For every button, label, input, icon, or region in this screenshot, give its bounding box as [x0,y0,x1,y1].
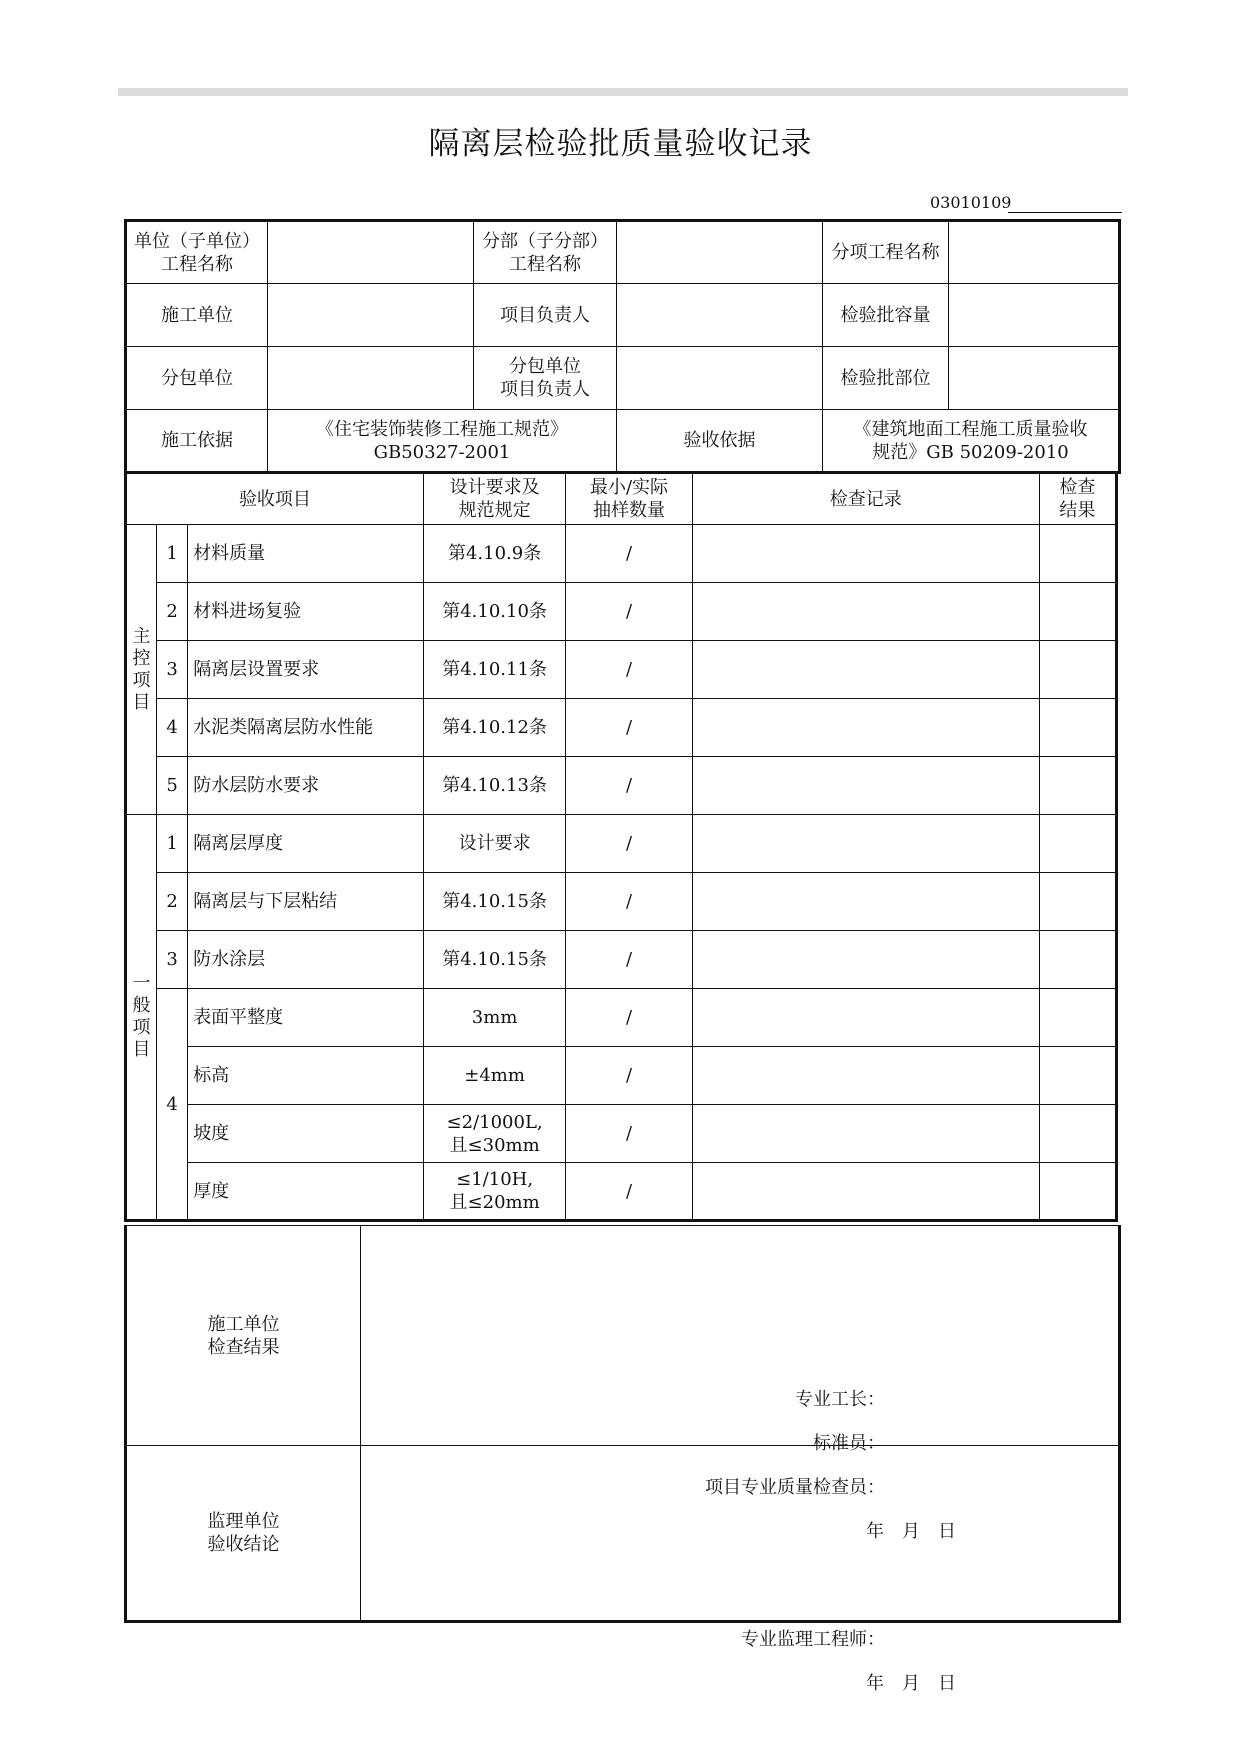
location-value[interactable] [949,347,1120,410]
inspection-table [124,473,1118,1222]
code-underline [1008,212,1122,213]
accept-basis-label: 验收依据 [617,410,823,473]
record-cell[interactable] [692,699,1039,757]
col-design: 设计要求及 规范规定 [423,474,565,525]
header-table [124,219,1121,474]
result-cell[interactable] [1039,525,1116,583]
result-cell[interactable] [1039,931,1116,989]
accept-basis-value: 《建筑地面工程施工质量验收 规范》GB 50209-2010 [823,410,1120,473]
result-cell[interactable] [1039,699,1116,757]
result-cell[interactable] [1039,815,1116,873]
contractor-check-label: 施工单位 检查结果 [126,1226,361,1446]
standard-label: 标准员： [813,1432,885,1454]
table-row: 主 控 项 目 1 材料质量 第4.10.9条 / [126,525,1117,583]
record-cell[interactable] [692,931,1039,989]
sub-label: 分部（子分部） 工程名称 [474,221,617,284]
page-title: 隔离层检验批质量验收记录 [428,126,813,162]
engineer-label: 专业监理工程师： [741,1629,885,1650]
location-label: 检验批部位 [823,347,949,410]
col-result: 检查 结果 [1039,474,1116,525]
record-cell[interactable] [692,1105,1039,1163]
unit-value[interactable] [268,221,474,284]
supervisor-check-area[interactable] [361,1446,1120,1694]
sub-value[interactable] [617,221,823,284]
supervisor-check-label: 监理单位 验收结论 [126,1446,361,1622]
col-record: 检查记录 [692,474,1039,525]
group4-no: 4 [157,989,188,1221]
sub-pm-value[interactable] [617,347,823,410]
main-control-label: 主 控 项 目 [126,525,157,815]
result-cell[interactable] [1039,873,1116,931]
supervisor-date: 年 月 日 [866,1673,956,1694]
record-cell[interactable] [692,1163,1039,1221]
result-cell[interactable] [1039,1105,1116,1163]
record-cell[interactable] [692,525,1039,583]
basis-label: 施工依据 [126,410,268,473]
result-cell[interactable] [1039,1163,1116,1221]
item-label: 分项工程名称 [823,221,949,284]
pm-label: 项目负责人 [474,284,617,347]
contractor-check-area[interactable] [361,1226,1120,1542]
signoff-table [124,1225,1121,1694]
subcontractor-value[interactable] [268,347,474,410]
table-row: 标高 ±4mm / [126,1047,1117,1105]
table-row: 3 隔离层设置要求 第4.10.11条 / [126,641,1117,699]
table-row: 厚度 ≤1/10H, 且≤20mm / [126,1163,1117,1221]
table-row: 坡度 ≤2/1000L, 且≤30mm / [126,1105,1117,1163]
table-row: 2 隔离层与下层粘结 第4.10.15条 / [126,873,1117,931]
subcontractor-label: 分包单位 [126,347,268,410]
result-cell[interactable] [1039,757,1116,815]
contractor-value[interactable] [268,284,474,347]
contractor-label: 施工单位 [126,284,268,347]
record-cell[interactable] [692,815,1039,873]
table-row: 4 表面平整度 3mm / [126,989,1117,1047]
inspector-label: 项目专业质量检查员： [705,1476,885,1498]
general-label: 一 般 项 目 [126,815,157,1221]
record-cell[interactable] [692,641,1039,699]
col-sample: 最小/实际 抽样数量 [566,474,692,525]
pm-value[interactable] [617,284,823,347]
basis-value: 《住宅装饰装修工程施工规范》 GB50327-2001 [268,410,617,473]
record-cell[interactable] [692,583,1039,641]
sub-pm-label: 分包单位 项目负责人 [474,347,617,410]
contractor-date: 年 月 日 [866,1520,956,1542]
record-cell[interactable] [692,873,1039,931]
form-code: 03010109 [930,193,1012,212]
record-cell[interactable] [692,989,1039,1047]
result-cell[interactable] [1039,1047,1116,1105]
table-row: 2 材料进场复验 第4.10.10条 / [126,583,1117,641]
top-bar [118,88,1128,96]
record-cell[interactable] [692,757,1039,815]
table-row: 4 水泥类隔离层防水性能 第4.10.12条 / [126,699,1117,757]
result-cell[interactable] [1039,641,1116,699]
record-cell[interactable] [692,1047,1039,1105]
capacity-value[interactable] [949,284,1120,347]
col-item: 验收项目 [126,474,424,525]
capacity-label: 检验批容量 [823,284,949,347]
table-row: 5 防水层防水要求 第4.10.13条 / [126,757,1117,815]
unit-label: 单位（子单位） 工程名称 [126,221,268,284]
table-row: 3 防水涂层 第4.10.15条 / [126,931,1117,989]
table-row: 一 般 项 目 1 隔离层厚度 设计要求 / [126,815,1117,873]
result-cell[interactable] [1039,989,1116,1047]
foreman-label: 专业工长： [795,1388,885,1410]
item-value[interactable] [949,221,1120,284]
result-cell[interactable] [1039,583,1116,641]
